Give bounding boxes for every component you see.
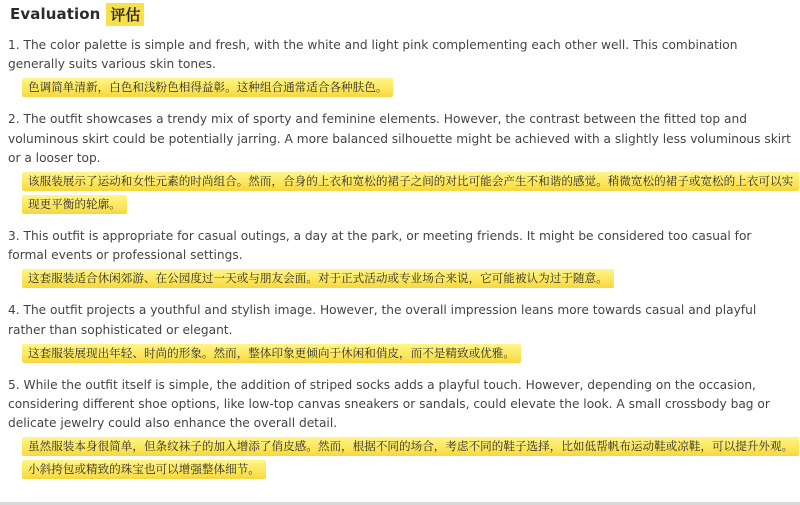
item-number: 2.: [8, 112, 20, 127]
item-english-body: The outfit projects a youthful and stylish image. However, the overall impression leans more towards casual and playful rather than sophisticated or elegant.: [8, 303, 757, 337]
item-chinese-highlight: 色调简单清新，白色和浅粉色相得益彰。这种组合通常适合各种肤色。: [22, 78, 393, 97]
item-english-text: [8, 110, 794, 168]
evaluation-item-3: [8, 227, 794, 289]
evaluation-item-4: [8, 301, 794, 363]
item-number: 3.: [8, 229, 20, 244]
item-number: 5.: [8, 377, 20, 392]
item-english-body: This outfit is appropriate for casual outings, a day at the park, or meeting friends. It might be considered too casual for formal events or professional settings.: [8, 229, 752, 263]
section-title-chinese: 评估: [106, 3, 144, 26]
evaluation-item-1: [8, 36, 794, 98]
item-english-body: The color palette is simple and fresh, with the white and light pink complementing each other well. This combination generally suits various skin tones.: [8, 38, 738, 72]
evaluation-list: [8, 36, 794, 492]
item-english-text: [8, 36, 794, 74]
evaluation-item-5: [8, 376, 794, 481]
item-chinese-highlight: 该服装展示了运动和女性元素的时尚组合。然而，合身的上衣和宽松的裙子之间的对比可能会产生不和谐的感觉。稍微宽松的裙子或宽松的上衣可以实现更平衡的轮廓。: [22, 172, 799, 214]
section-title-english: Evaluation: [10, 5, 101, 23]
item-english-body: While the outfit itself is simple, the addition of striped socks adds a playful touch. However, depending on the occasion, considering different shoe options, like low-top canvas sneakers or sandals, could elevate the look. A small crossbody bag or delicate jewelry could also enhance the overall detail.: [8, 377, 770, 431]
item-english-text: [8, 376, 794, 434]
item-chinese-highlight: 虽然服装本身很简单，但条纹袜子的加入增添了俏皮感。然而，根据不同的场合，考虑不同的鞋子选择，比如低帮帆布运动鞋或凉鞋，可以提升外观。小斜挎包或精致的珠宝也可以增强整体细节。: [22, 437, 799, 479]
item-chinese-highlight: 这套服装适合休闲郊游、在公园度过一天或与朋友会面。对于正式活动或专业场合来说，它可能被认为过于随意。: [22, 269, 614, 288]
section-header: [10, 4, 144, 24]
item-english-text: [8, 227, 794, 265]
evaluation-item-2: [8, 110, 794, 215]
item-english-text: [8, 301, 794, 339]
item-number: 4.: [8, 303, 20, 318]
item-english-body: The outfit showcases a trendy mix of sporty and feminine elements. However, the contrast between the fitted top and voluminous skirt could be potentially jarring. A more balanced silhouette might be achieved with a slightly less voluminous skirt or a looser top.: [8, 112, 791, 165]
item-number: 1.: [8, 38, 20, 52]
item-chinese-highlight: 这套服装展现出年轻、时尚的形象。然而，整体印象更倾向于休闲和俏皮，而不是精致或优雅。: [22, 344, 521, 363]
